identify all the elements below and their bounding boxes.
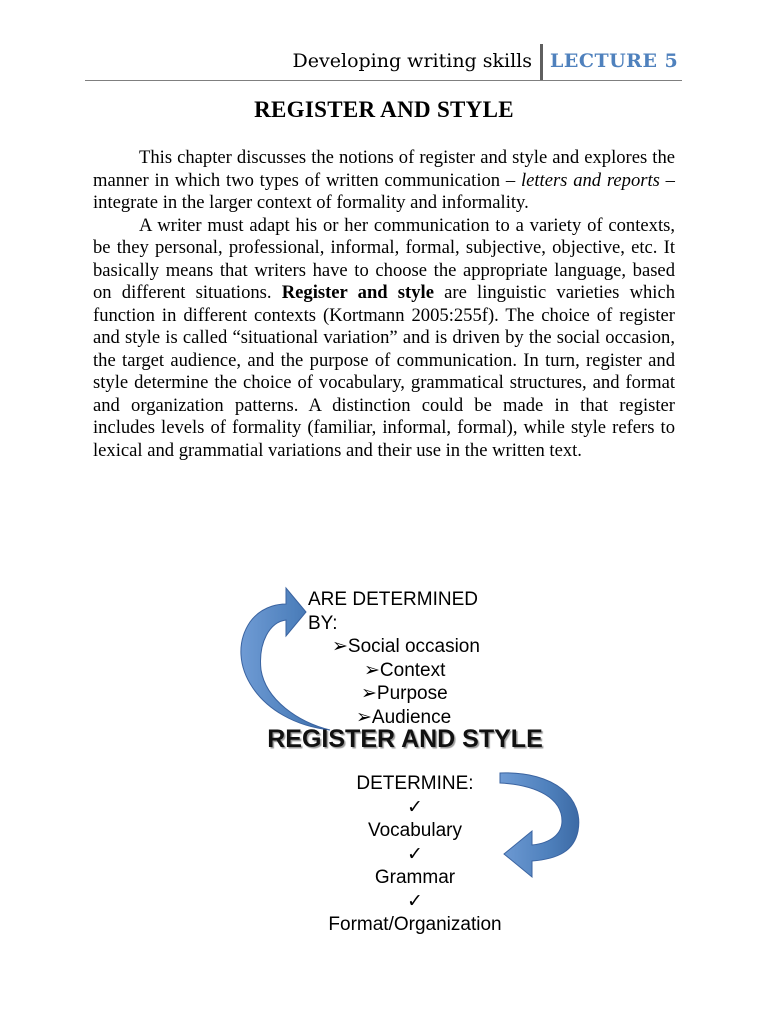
paragraph-1-text-b: – integrate in the larger context of formality and informality. [93,169,675,213]
list-item-label: Format/Organization [328,914,502,935]
body-text [93,147,675,462]
paragraph-2-bold: Register and style [281,282,434,303]
check-icon: ✓ [407,890,423,912]
determined-by-heading: ARE DETERMINED BY: [308,589,478,634]
header-title: Developing writing skills [292,50,532,72]
check-icon: ✓ [407,796,423,818]
determined-by-list [308,588,508,729]
paragraph-1 [93,147,675,215]
paragraph-2-text-b: are linguistic varieties which function in different contexts (Kortmann 2005:255f). The choice of register and style is called “situational variation” and is driven by the social occasion, the target audience, and the purpose of communication. In turn, register and style determine the choice of vocabulary, grammatical structures, and format and organization patterns. A distinction could be made in that register includes levels of formality (familiar, informal, formal), while style refers to lexical and grammatial variations and their use in the written text. [93,282,676,461]
list-item [300,890,530,937]
paragraph-2 [93,215,675,463]
list-item [332,635,508,659]
paragraph-2-text-a: A writer must adapt his or her communication to a variety of contexts, be they personal, professional, informal, formal, subjective, objective, etc. It basically means that writers have to choose the appropriate language, based on different situations. [93,214,675,303]
paragraph-1-text-a: This chapter discusses the notions of register and style and explores the manner in which two types of written communication – [93,147,675,191]
list-item-label: Grammar [374,867,456,888]
list-item-label: Vocabulary [367,820,462,841]
arrow-bullet-icon: ➢ [361,683,377,704]
arrow-bullet-icon: ➢ [332,636,348,657]
paragraph-1-italic: letters and reports [520,169,660,191]
register-style-diagram [0,560,768,935]
header-divider [540,44,543,80]
determine-list [300,772,530,937]
list-item [300,796,530,843]
header-lecture-label: LECTURE 5 [550,50,679,72]
list-item-label: Social occasion [347,636,480,657]
page-header [85,44,682,81]
arrow-bullet-icon: ➢ [364,659,380,681]
list-item-label: Context [379,659,446,681]
list-item [300,843,530,890]
list-item-label: Purpose [376,683,448,704]
list-item-label: Audience [371,706,452,728]
determine-heading: DETERMINE: [356,773,474,794]
check-icon: ✓ [407,843,423,865]
diagram-center-title: REGISTER AND STYLE [267,725,543,753]
page-title: REGISTER AND STYLE [254,97,514,122]
list-item [364,659,508,683]
list-item [361,682,508,706]
arrow-bullet-icon: ➢ [356,706,372,728]
